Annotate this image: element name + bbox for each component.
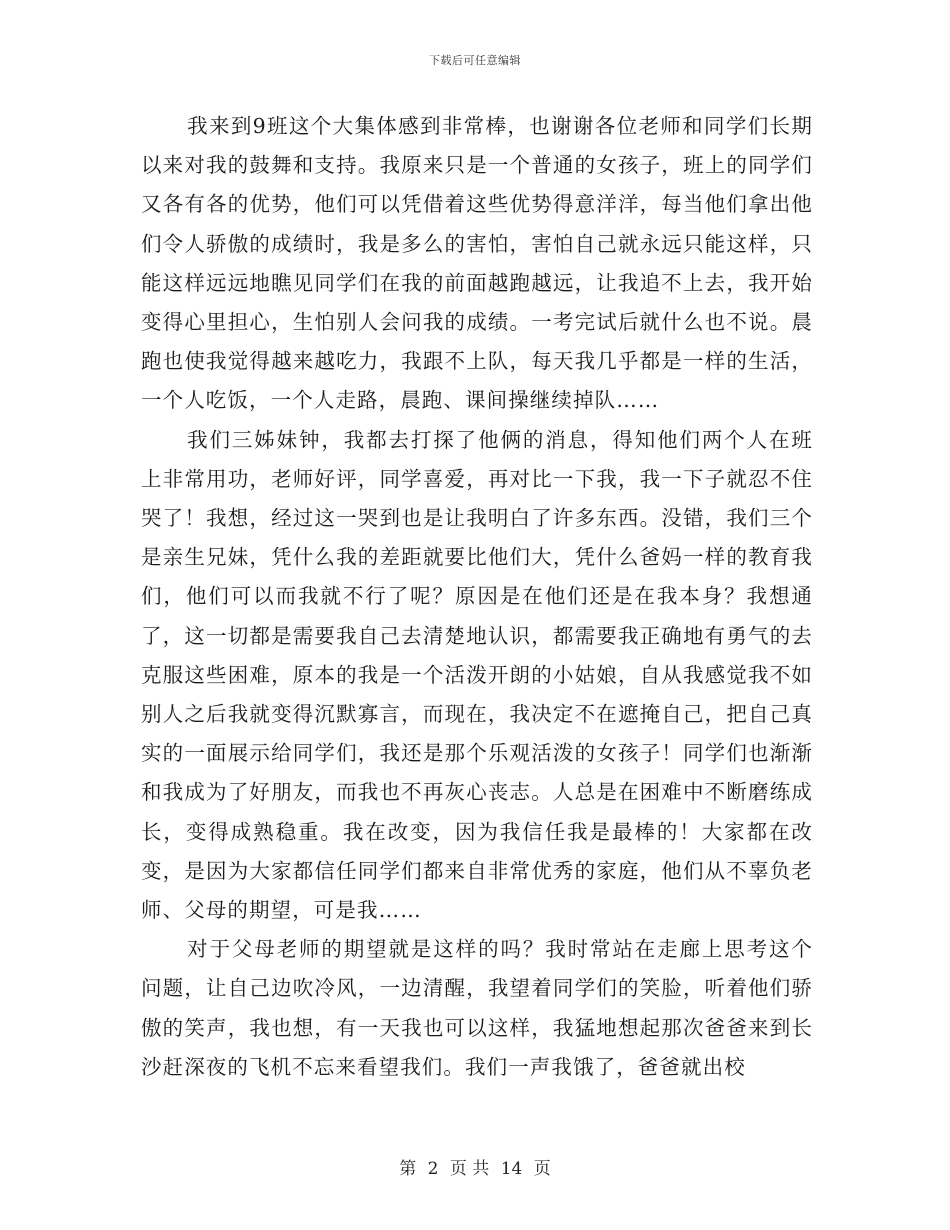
paragraph-2: 我们三姊妹钟，我都去打探了他俩的消息，得知他们两个人在班上非常用功，老师好评，同学喜爱，再对比一下我，我一下子就忍不住哭了！我想，经过这一哭到也是让我明白了许多东西。没错，我们三个是亲生兄妹，凭什么我的差距就要比他们大，凭什么爸妈一样的教育我们，他们可以而我就不行了呢？原因是在他们还是在我本身？我想通了，这一切都是需要我自己去清楚地认识，都需要我正确地有勇气的去克服这些困难，原本的我是一个活泼开朗的小姑娘，自从我感觉我不如别人之后我就变得沉默寡言，而现在，我决定不在遮掩自己，把自己真实的一面展示给同学们，我还是那个乐观活泼的女孩子！同学们也渐渐和我成为了好朋友，而我也不再灰心丧志。人总是在困难中不断磨练成长，变得成熟稳重。我在改变，因为我信任我是最棒的！大家都在改变，是因为大家都信任同学们都来自非常优秀的家庭，他们从不辜负老师、父母的期望，可是我……	[141, 427, 813, 923]
page-footer	[0, 1154, 950, 1179]
footer-middle: 页 共	[449, 1159, 490, 1179]
footer-current-page: 2	[427, 1159, 439, 1179]
page-header: 下载后可任意编辑	[429, 54, 521, 67]
footer-suffix: 页	[533, 1159, 551, 1179]
paragraph-1: 我来到9班这个大集体感到非常棒，也谢谢各位老师和同学们长期以来对我的鼓舞和支持。我原来只是一个普通的女孩子，班上的同学们又各有各的优势，他们可以凭借着这些优势得意洋洋，每当他们拿出他们令人骄傲的成绩时，我是多么的害怕，害怕自己就永远只能这样，只能这样远远地瞧见同学们在我的前面越跑越远，让我追不上去，我开始变得心里担心，生怕别人会问我的成绩。一考完试后就什么也不说。晨跑也使我觉得越来越吃力，我跟不上队，每天我几乎都是一样的生活，一个人吃饭，一个人走路，晨跑、课间操继续掉队……	[141, 114, 813, 413]
paragraph-3: 对于父母老师的期望就是这样的吗？我时常站在走廊上思考这个问题，让自己边吹冷风，一边清醒，我望着同学们的笑脸，听着他们骄傲的笑声，我也想，有一天我也可以这样，我猛地想起那次爸爸来到长沙赶深夜的飞机不忘来看望我们。我们一声我饿了，爸爸就出校	[141, 937, 813, 1079]
document-body	[141, 107, 813, 1087]
footer-total-pages: 14	[500, 1159, 523, 1179]
footer-prefix: 第	[399, 1159, 417, 1179]
